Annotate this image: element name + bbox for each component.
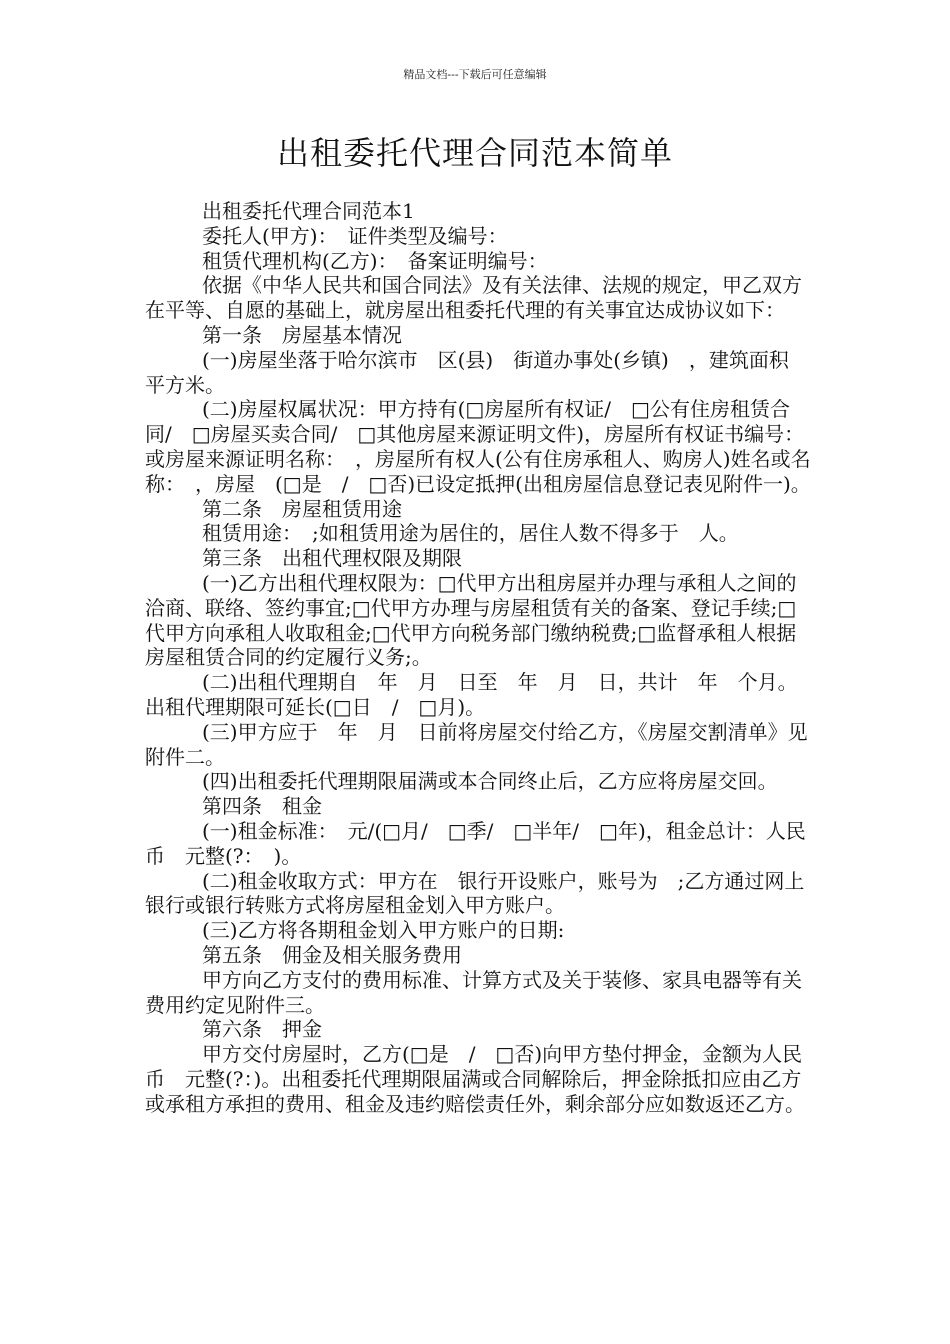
article-heading-2: 第二条 房屋租赁用途 (202, 496, 402, 521)
article-heading-5: 第五条 佣金及相关服务费用 (202, 942, 462, 967)
article-heading-3: 第三条 出租代理权限及期限 (202, 546, 462, 571)
article-heading-1: 第一条 房屋基本情况 (202, 322, 402, 347)
paragraph: (四)出租委托代理期限届满或本合同终止后，乙方应将房屋交回。 (202, 769, 778, 794)
paragraph: (三)乙方将各期租金划入甲方账户的日期: (202, 918, 565, 943)
paragraph: (二)出租代理期自 年 月 日至 年 月 日，共计 年 个月。出租代理期限可延长(□日 / □月)。 (145, 670, 798, 719)
paragraph: (一)乙方出租代理权限为：□代甲方出租房屋并办理与承租人之间的洽商、联络、签约事宜;□代甲方办理与房屋租赁有关的备案、登记手续;□代甲方向承租人收取租金;□代甲方向税务部门缴纳税费;□监督承租人根据房屋租赁合同的约定履行义务;。 (145, 570, 797, 670)
paragraph: (二)房屋权属状况：甲方持有(□房屋所有权证/ □公有住房租赁合同/ □房屋买卖合同/ □其他房屋来源证明文件)，房屋所有权证书编号：或房屋来源证明名称： ，房屋所有权人(公有住房承租人、购房人)姓名或名称： ，房屋 (□是 / □否)已设定抵押(出租房屋信息登记表见附件一)。 (145, 397, 811, 496)
paragraph: (一)房屋坐落于哈尔滨市 区(县) 街道办事处(乡镇) ，建筑面积 平方米。 (145, 347, 809, 397)
paragraph-preamble: 依据《中华人民共和国合同法》及有关法律、法规的规定，甲乙双方在平等、自愿的基础上，就房屋出租委托代理的有关事宜达成协议如下： (145, 273, 802, 323)
paragraph: 甲方交付房屋时，乙方(□是 / □否)向甲方垫付押金，金额为人民币 元整(?：)。出租委托代理期限届满或合同解除后，押金除抵扣应由乙方或承租方承担的费用、租金及违约赔偿责任外，剩余部分应如数返还乙方。 (145, 1042, 805, 1116)
page-header: 精品文档---下载后可任意编辑 (403, 68, 547, 81)
paragraph: (二)租金收取方式：甲方在 银行开设账户，账号为 ;乙方通过网上银行或银行转账方式将房屋租金划入甲方账户。 (145, 868, 805, 918)
paragraph-subtitle: 出租委托代理合同范本1 (202, 199, 415, 223)
paragraph-party-a: 委托人(甲方)： 证件类型及编号： (202, 223, 508, 248)
article-heading-4: 第四条 租金 (202, 794, 322, 819)
document-title: 出租委托代理合同范本简单 (276, 134, 673, 172)
paragraph: 租赁用途： ;如租赁用途为居住的，居住人数不得多于 人。 (202, 521, 739, 546)
paragraph: (一)租金标准： 元/(□月/ □季/ □半年/ □年)，租金总计：人民币 元整(?： )。 (145, 818, 806, 868)
document-body (145, 199, 812, 1116)
article-heading-6: 第六条 押金 (202, 1017, 322, 1042)
paragraph: 甲方向乙方支付的费用标准、计算方式及关于装修、家具电器等有关费用约定见附件三。 (145, 967, 802, 1017)
paragraph-party-b: 租赁代理机构(乙方)： 备案证明编号： (202, 248, 548, 273)
paragraph: (三)甲方应于 年 月 日前将房屋交付给乙方，《房屋交割清单》见附件二。 (145, 719, 808, 769)
